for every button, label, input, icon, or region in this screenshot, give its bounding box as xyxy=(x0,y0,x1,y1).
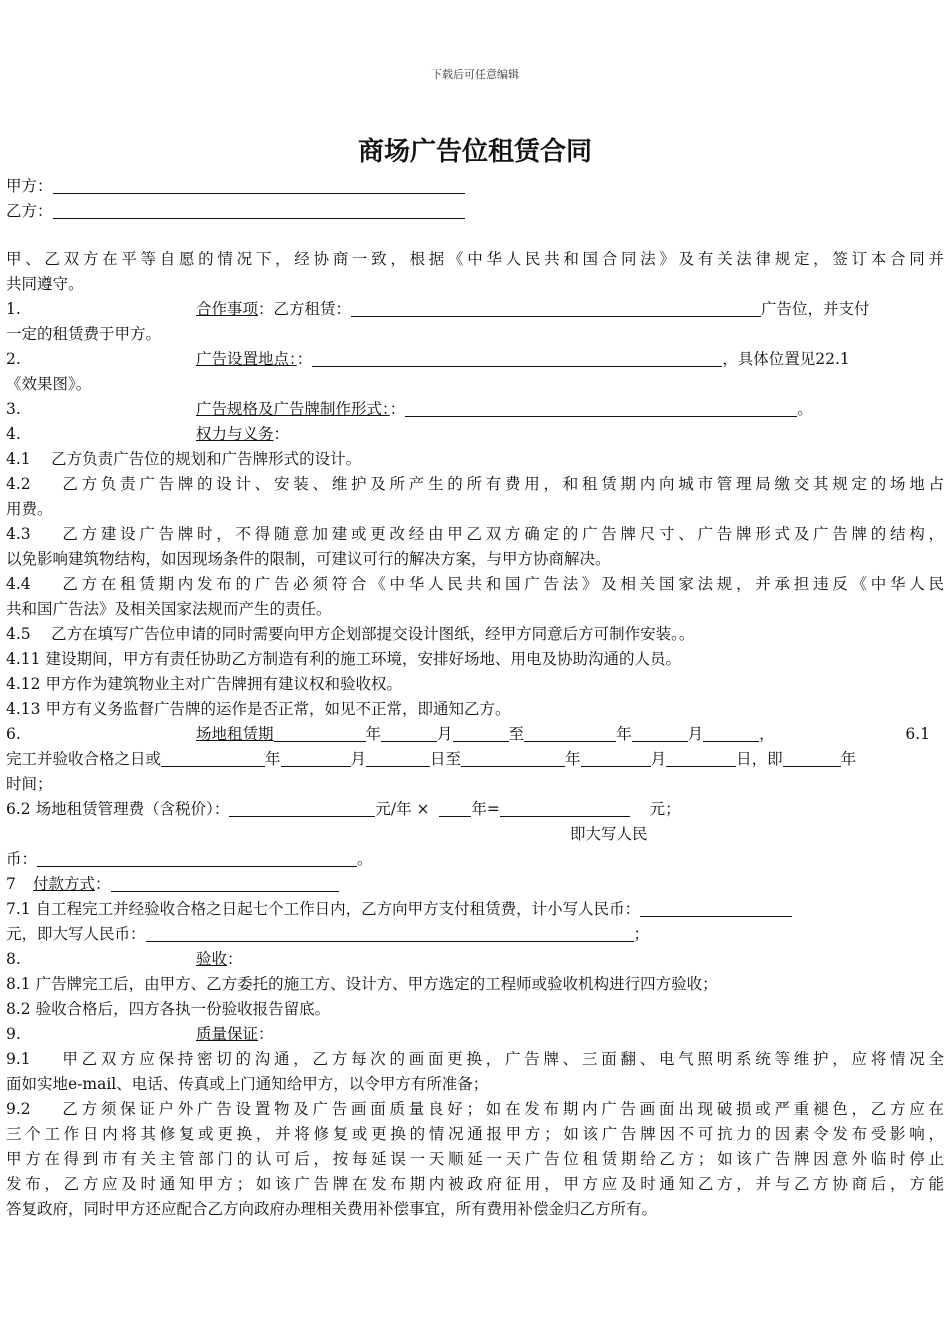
clause-4-4-line-1: 4.4 乙方在租赁期内发布的广告必须符合《中华人民共和国广告法》及相关国家法规，并承担违反《中华人民 xyxy=(6,575,944,593)
section-7-text: ： xyxy=(95,875,111,893)
currency-blank xyxy=(37,849,357,867)
section-9-line xyxy=(6,1022,944,1047)
clause-9-2-line-4: 发布，乙方应及时通知甲方；如该广告牌在发布期内被政府征用，甲方应及时通知乙方，并与乙方协商后，方能 xyxy=(6,1175,944,1193)
section-9-text: ： xyxy=(258,1025,274,1043)
clause-9-2-line-5: 答复政府，同时甲方还应配合乙方向政府办理相关费用补偿事宜，所有费用补偿金归乙方所有。 xyxy=(6,1200,658,1218)
section-3-line xyxy=(6,397,944,422)
section-2-cont: 《效果图》。 xyxy=(6,375,92,393)
section-2-label: 广告设置地点： xyxy=(196,350,297,368)
intro-line-2: 共同遵守。 xyxy=(6,275,84,293)
party-a-blank xyxy=(53,176,465,194)
section-3-number: 3. xyxy=(6,400,21,418)
section-6-2-blank-5 xyxy=(581,749,651,767)
section-6-2-blank-1 xyxy=(161,749,265,767)
section-6-blank-day-2 xyxy=(703,724,759,742)
section-8-label: 验收 xyxy=(196,950,228,968)
currency-line xyxy=(6,847,944,872)
section-6-blank-month-2 xyxy=(632,724,688,742)
section-8-number: 8. xyxy=(6,950,21,968)
clause-8-1: 8.1 广告牌完工后，由甲方、乙方委托的施工方、设计方、甲方选定的工程师或验收机构进行四方验收； xyxy=(6,975,718,993)
contract-body xyxy=(6,174,944,1222)
section-6-month: 月 xyxy=(437,725,453,743)
clause-4-4-line-2: 共和国广告法》及相关国家法规而产生的责任。 xyxy=(6,600,332,618)
section-6-year: 年 xyxy=(365,725,382,743)
section-1-blank xyxy=(351,299,761,317)
clause-6-2-caption-line xyxy=(6,822,944,847)
section-6-blank-month xyxy=(381,724,437,742)
section-6-line-3: 时间； xyxy=(6,775,53,793)
section-6-label: 场地租赁期 xyxy=(196,725,274,743)
section-6-2-month-2: 月 xyxy=(650,750,667,768)
section-2-text: ： xyxy=(296,350,313,368)
clause-7-1-line-2 xyxy=(6,922,944,947)
section-6-line-2 xyxy=(6,747,944,772)
clause-9-2-line-1: 9.2 乙方须保证户外广告设置物及广告画面质量良好；如在发布期内广告画面出现破损或严重褪色，乙方应在 xyxy=(6,1100,944,1118)
section-2-line xyxy=(6,347,944,372)
section-4-text: ： xyxy=(273,425,290,443)
section-8-text: ： xyxy=(227,950,243,968)
document-title: 商场广告位租赁合同 xyxy=(357,137,592,167)
clause-7-1-blank xyxy=(640,899,792,917)
clause-7-1-blank-2 xyxy=(146,924,634,942)
section-6-number: 6. xyxy=(6,725,21,743)
party-a-label: 甲方： xyxy=(6,177,53,195)
section-1-line xyxy=(6,297,944,322)
section-2-text-2: ，具体位置见22.1 xyxy=(722,350,850,368)
clause-8-2: 8.2 验收合格后，四方各执一份验收报告留底。 xyxy=(6,1000,331,1018)
currency-label: 币： xyxy=(6,850,38,868)
section-6-2-day-ji: 日，即 xyxy=(736,750,783,768)
clause-4-2-line-2: 用费。 xyxy=(6,500,53,518)
section-8-line xyxy=(6,947,944,972)
section-6-ref: 6.1 xyxy=(905,725,930,743)
party-b-label: 乙方： xyxy=(6,202,53,220)
section-3-label: 广告规格及广告牌制作形式： xyxy=(196,400,390,418)
clause-4-2-line-1: 4.2 乙方负责广告牌的设计、安装、维护及所产生的所有费用，和租赁期内向城市管理局缴交其规定的场地占 xyxy=(6,475,944,493)
section-4-number: 4. xyxy=(6,425,21,443)
section-1-cont: 一定的租赁费于甲方。 xyxy=(6,325,162,343)
section-6-month-2: 月 xyxy=(687,725,704,743)
section-6-2-blank-7 xyxy=(783,749,841,767)
clause-6-2-unit-2: 年= xyxy=(471,800,500,818)
party-b-blank xyxy=(53,201,465,219)
clause-6-2-blank-2 xyxy=(439,799,471,817)
section-2-number: 2. xyxy=(6,350,21,368)
section-4-label: 权力与义务 xyxy=(196,425,274,443)
section-4-line xyxy=(6,422,944,447)
clause-4-5: 4.5 乙方在填写广告位申请的同时需要向甲方企划部提交设计图纸，经甲方同意后方可制作安装。。 xyxy=(6,625,695,643)
clause-7-1-text-2: 元，即大写人民币： xyxy=(6,925,146,943)
section-6-2-blank-6 xyxy=(666,749,736,767)
party-b-line xyxy=(6,199,944,224)
party-a-line xyxy=(6,174,944,199)
section-6-line xyxy=(6,722,944,747)
clause-9-1-line-1: 9.1 甲乙双方应保持密切的沟通，乙方每次的画面更换，广告牌、三面翻、电气照明系统等维护，应将情况全 xyxy=(6,1050,944,1068)
currency-end: 。 xyxy=(357,850,373,868)
section-6-comma: ， xyxy=(759,725,775,743)
header-note: 下载后可任意编辑 xyxy=(431,68,519,81)
section-6-2-blank-2 xyxy=(281,749,351,767)
clause-4-3-line-2: 以免影响建筑物结构，如因现场条件的限制，可建议可行的解决方案，与甲方协商解决。 xyxy=(6,550,611,568)
intro-line-1: 甲、乙双方在平等自愿的情况下，经协商一致，根据《中华人民共和国合同法》及有关法律规定，签订本合同并 xyxy=(6,250,944,268)
clause-7-1-text: 7.1 自工程完工并经验收合格之日起七个工作日内，乙方向甲方支付租赁费，计小写人民币： xyxy=(6,900,641,918)
section-6-2-blank-4 xyxy=(461,749,565,767)
section-6-2-month: 月 xyxy=(350,750,367,768)
clause-6-2-text: 6.2 场地租赁管理费（含税价）： xyxy=(6,800,230,818)
section-6-2-year: 年 xyxy=(265,750,281,768)
clause-7-1-line-1 xyxy=(6,897,944,922)
section-9-label: 质量保证 xyxy=(196,1025,259,1043)
clause-6-2-caption: 即大写人民 xyxy=(570,825,648,843)
section-1-text-2: 广告位，并支付 xyxy=(761,300,870,318)
clause-6-2-unit-1: 元/年 × xyxy=(375,800,430,818)
clause-9-1-line-2: 面如实地e-mail、电话、传真或上门通知给甲方，以令甲方有所准备； xyxy=(6,1075,489,1093)
section-6-year-2: 年 xyxy=(616,725,632,743)
section-7-line xyxy=(6,872,944,897)
section-1-label: 合作事项 xyxy=(196,300,259,318)
section-3-text: ： xyxy=(389,400,406,418)
clause-4-13: 4.13 甲方有义务监督广告牌的运作是否正常，如见不正常，即通知乙方。 xyxy=(6,700,511,718)
section-2-blank xyxy=(312,349,722,367)
section-6-blank-day xyxy=(453,724,509,742)
clause-6-2-unit-3: 元； xyxy=(649,800,681,818)
clause-7-1-end: ； xyxy=(633,925,650,943)
section-9-number: 9. xyxy=(6,1025,21,1043)
section-7-number: 7 xyxy=(6,875,16,893)
section-6-to: 至 xyxy=(508,725,525,743)
section-1-text: ：乙方租赁： xyxy=(258,300,352,318)
section-7-label: 付款方式 xyxy=(33,875,96,893)
clause-6-2-blank-1 xyxy=(229,799,375,817)
clause-6-2 xyxy=(6,797,944,822)
clause-4-1: 4.1 乙方负责广告位的规划和广告牌形式的设计。 xyxy=(6,450,362,468)
clause-9-2-line-2: 三个工作日内将其修复或更换，并将修复或更换的情况通报甲方；如该广告牌因不可抗力的因素令发布受影响， xyxy=(6,1125,944,1143)
clause-4-11: 4.11 建设期间，甲方有责任协助乙方制造有利的施工环境，安排好场地、用电及协助沟通的人员。 xyxy=(6,650,681,668)
section-3-text-2: 。 xyxy=(797,400,813,418)
clause-6-2-blank-3 xyxy=(500,799,630,817)
clause-9-2-line-3: 甲方在得到市有关主管部门的认可后，按每延误一天顺延一天广告位租赁期给乙方；如该广告牌因意外临时停止 xyxy=(6,1150,944,1168)
section-6-2-year-2: 年 xyxy=(565,750,581,768)
section-6-2-year-end: 年 xyxy=(840,750,857,768)
clause-4-3-line-1: 4.3 乙方建设广告牌时，不得随意加建或更改经由甲乙双方确定的广告牌尺寸、广告牌形式及广告牌的结构， xyxy=(6,525,944,543)
section-6-2-day-to: 日至 xyxy=(430,750,462,768)
section-6-2-blank-3 xyxy=(366,749,430,767)
section-7-blank xyxy=(111,874,339,892)
section-6-blank-year-2 xyxy=(524,724,616,742)
section-1-number: 1. xyxy=(6,300,21,318)
section-3-blank xyxy=(405,399,797,417)
clause-4-12: 4.12 甲方作为建筑物业主对广告牌拥有建议权和验收权。 xyxy=(6,675,402,693)
section-6-start: 完工并验收合格之日或 xyxy=(6,750,162,768)
section-6-blank-year xyxy=(274,724,366,742)
